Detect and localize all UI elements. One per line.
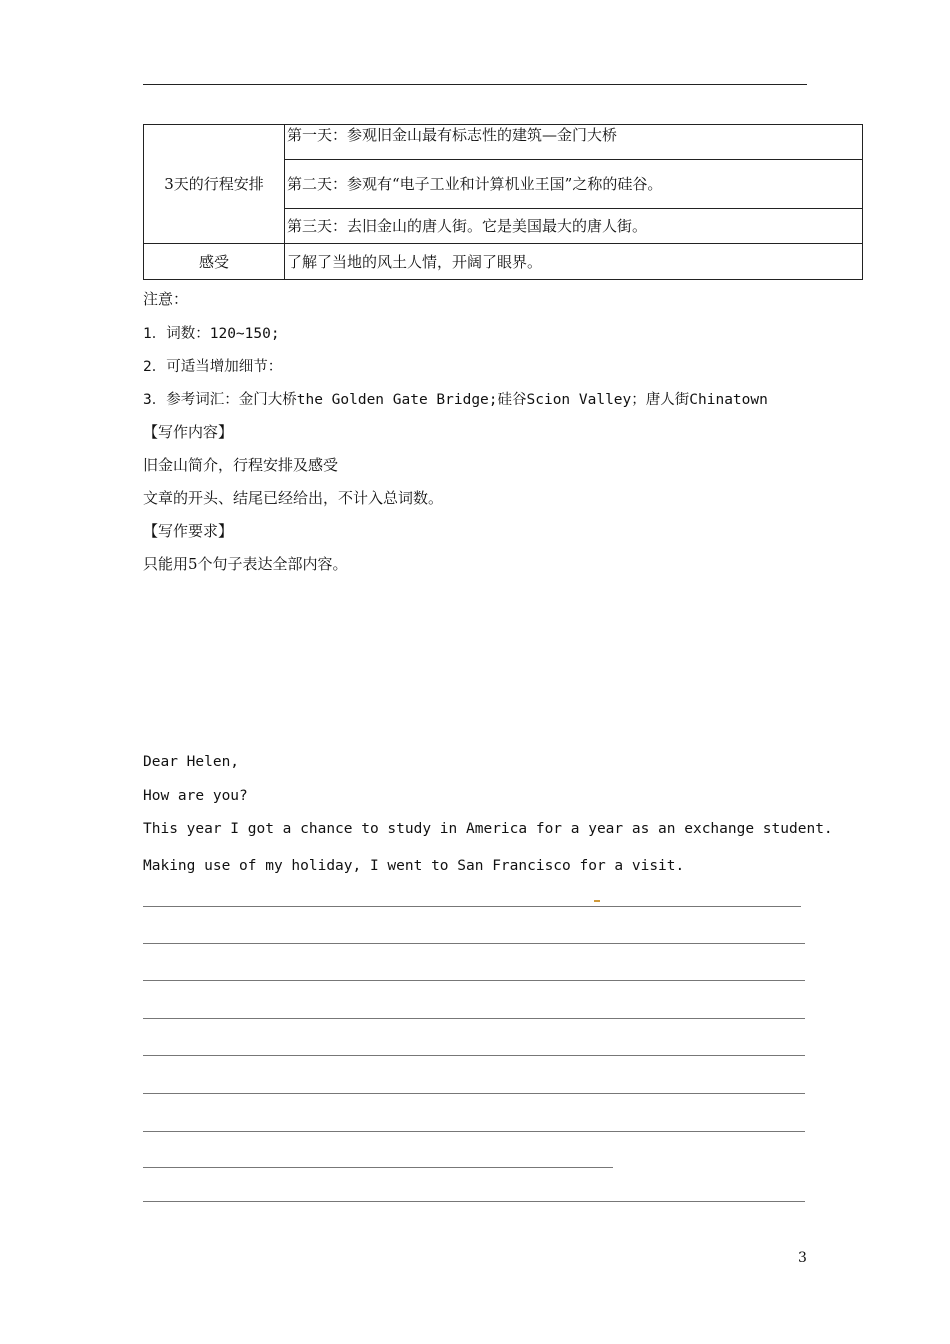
feeling-label: 感受 <box>144 244 285 280</box>
answer-line <box>143 1167 613 1168</box>
letter-line-2: Making use of my holiday, I went to San Francisco for a visit. <box>143 858 685 874</box>
note-item-2: 2．可适当增加细节： <box>143 359 283 375</box>
note-item-3: 3．参考词汇：金门大桥the Golden Gate Bridge;硅谷Scion Valley；唐人街Chinatown <box>143 392 768 408</box>
table-row <box>144 244 863 280</box>
table-row <box>144 125 863 160</box>
note-item-1: 1．词数：120~150; <box>143 326 280 342</box>
day1-cell: 第一天：参观旧金山最有标志性的建筑—金门大桥 <box>285 125 863 160</box>
answer-line <box>143 943 805 944</box>
content-line-2: 文章的开头、结尾已经给出，不计入总词数。 <box>143 489 444 507</box>
itinerary-table <box>143 124 863 280</box>
requirement-heading: 【写作要求】 <box>143 522 234 540</box>
letter-greeting: How are you? <box>143 788 248 804</box>
letter-salutation: Dear Helen, <box>143 754 240 770</box>
day2-cell: 第二天：参观有“电子工业和计算机业王国”之称的硅谷。 <box>285 160 863 209</box>
answer-line <box>143 1201 805 1202</box>
header-rule <box>143 84 807 85</box>
feeling-cell: 了解了当地的风土人情，开阔了眼界。 <box>285 244 863 280</box>
requirement-line: 只能用5个句子表达全部内容。 <box>143 555 348 573</box>
content-heading: 【写作内容】 <box>143 423 234 441</box>
letter-line-1: This year I got a chance to study in America for a year as an exchange student. <box>143 821 833 837</box>
itinerary-label: 3天的行程安排 <box>144 125 285 244</box>
notes-heading: 注意： <box>143 290 189 308</box>
day3-cell: 第三天：去旧金山的唐人街。它是美国最大的唐人街。 <box>285 209 863 244</box>
answer-line <box>143 1055 805 1056</box>
content-line-1: 旧金山简介，行程安排及感受 <box>143 456 339 474</box>
answer-line <box>143 906 801 907</box>
answer-line <box>143 980 805 981</box>
answer-line <box>143 1131 805 1132</box>
page-number: 3 <box>798 1250 807 1266</box>
dash-mark <box>594 900 600 902</box>
answer-line <box>143 1093 805 1094</box>
answer-line <box>143 1018 805 1019</box>
